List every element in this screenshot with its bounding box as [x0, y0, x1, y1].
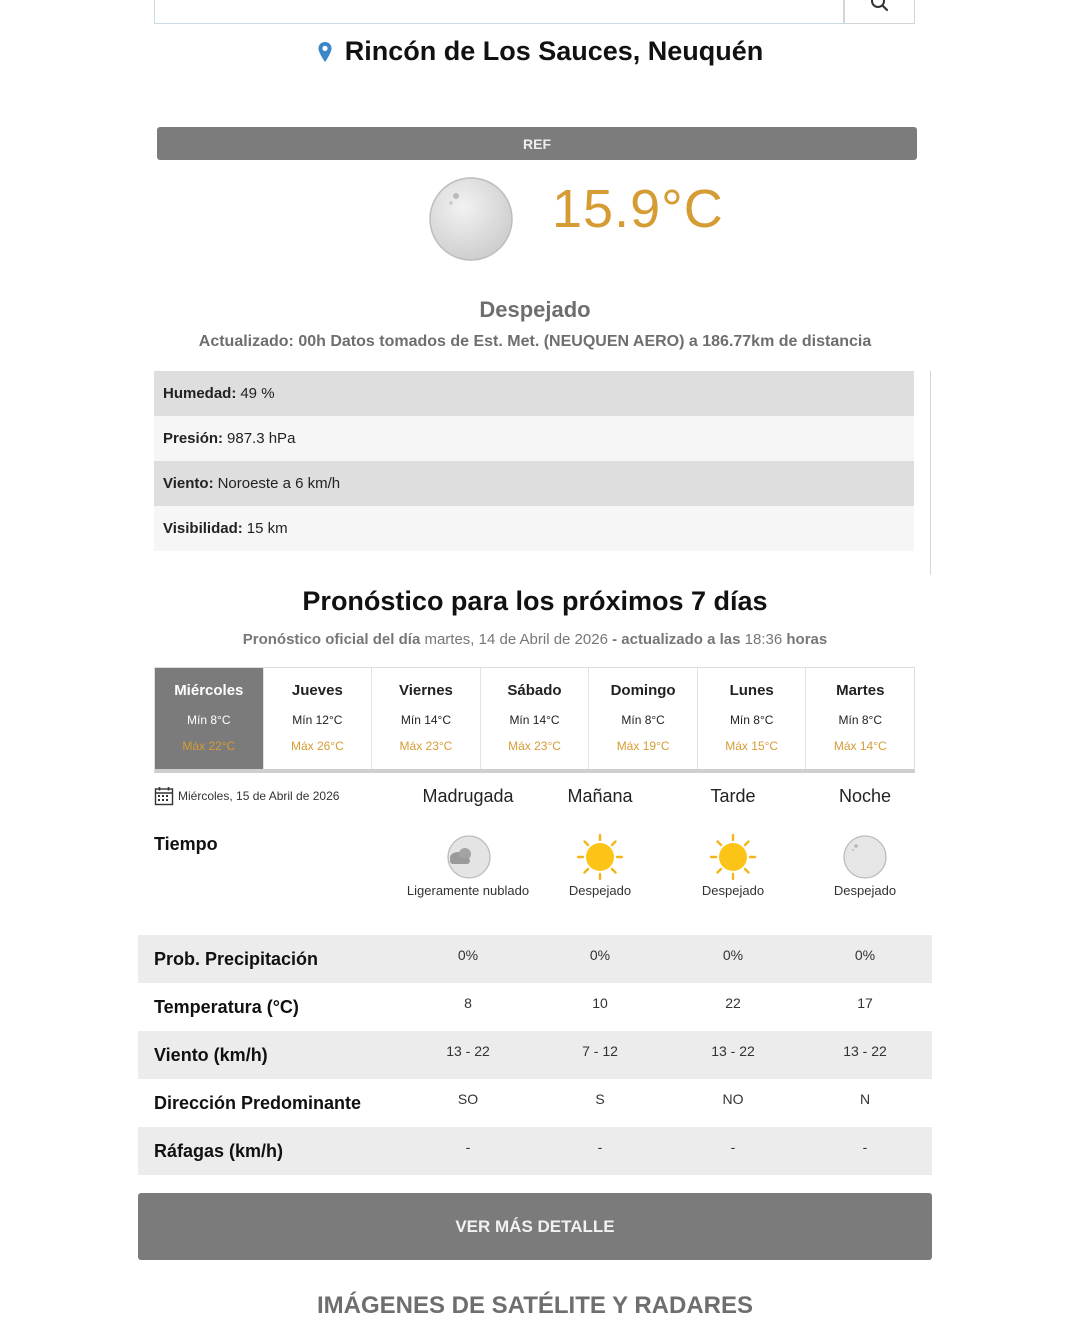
forecast-sub-c: horas — [786, 631, 828, 648]
sun-icon — [663, 834, 803, 885]
row-label: Temperatura (°C) — [154, 997, 299, 1017]
selected-date-text: Miércoles, 15 de Abril de 2026 — [178, 789, 340, 803]
row-value: 0% — [722, 947, 744, 963]
row-temperature — [138, 983, 932, 1031]
day-min: Mín 8°C — [838, 713, 882, 727]
ref-label: REF — [523, 135, 551, 152]
row-value: 8 — [464, 995, 472, 1011]
detail-value: Noroeste a 6 km/h — [217, 475, 341, 492]
day-name: Domingo — [610, 682, 676, 699]
map-pin-icon — [317, 41, 333, 63]
detail-wind — [154, 461, 914, 506]
row-direction — [138, 1079, 932, 1127]
location-title — [0, 36, 1080, 67]
day-min: Mín 14°C — [400, 713, 452, 727]
row-wind — [138, 1031, 932, 1079]
day-name: Viernes — [398, 682, 453, 699]
row-value: 10 — [592, 995, 608, 1011]
row-value: 13 - 22 — [843, 1043, 887, 1059]
detail-value: 987.3 hPa — [227, 430, 296, 447]
day-tab-domingo[interactable] — [589, 668, 698, 769]
period-manana: Mañana — [567, 786, 633, 806]
row-label: Viento (km/h) — [154, 1045, 268, 1065]
day-tab-viernes[interactable] — [372, 668, 481, 769]
ref-bar — [157, 127, 917, 160]
current-condition: Despejado — [479, 297, 591, 322]
row-value: - — [862, 1139, 868, 1155]
calendar-icon — [154, 786, 174, 806]
day-name: Lunes — [729, 682, 774, 699]
weather-text: Ligeramente nublado — [406, 883, 530, 898]
day-tab-martes[interactable] — [806, 668, 914, 769]
day-min: Mín 8°C — [729, 713, 774, 727]
row-value: SO — [457, 1091, 479, 1107]
day-max: Máx 19°C — [616, 739, 670, 753]
day-tab-miercoles[interactable] — [155, 668, 264, 769]
forecast-subtitle — [0, 631, 1070, 648]
row-label: Ráfagas (km/h) — [154, 1141, 284, 1161]
forecast-sub-a: Pronóstico oficial del día — [242, 631, 421, 648]
moon-icon — [795, 834, 935, 885]
day-tab-jueves[interactable] — [264, 668, 373, 769]
day-min: Mín 8°C — [187, 713, 231, 727]
detail-label: Viento: — [163, 475, 214, 492]
divider — [930, 371, 931, 575]
day-name: Jueves — [291, 682, 343, 699]
row-label: Dirección Predominante — [154, 1093, 362, 1113]
search-input[interactable] — [154, 0, 844, 24]
day-name: Miércoles — [174, 682, 244, 699]
detail-visibility — [154, 506, 914, 551]
row-value: 13 - 22 — [711, 1043, 755, 1059]
moon-cloud-icon — [398, 834, 538, 885]
day-max: Máx 14°C — [833, 739, 887, 753]
day-min: Mín 12°C — [292, 713, 343, 727]
day-max: Máx 23°C — [399, 739, 453, 753]
row-value: 13 - 22 — [446, 1043, 490, 1059]
satellite-section-title: IMÁGENES DE SATÉLITE Y RADARES — [316, 1292, 754, 1319]
day-max: Máx 22°C — [182, 739, 236, 753]
detail-value: 49 % — [240, 385, 275, 402]
detail-humidity — [154, 371, 914, 416]
day-tabs — [154, 667, 915, 773]
day-name: Martes — [836, 682, 885, 699]
row-value: - — [465, 1139, 471, 1155]
row-value: NO — [722, 1091, 744, 1107]
detail-pressure — [154, 416, 914, 461]
day-tab-lunes[interactable] — [698, 668, 807, 769]
selected-date — [154, 786, 339, 806]
tiempo-label: Tiempo — [154, 834, 218, 854]
weather-text: Despejado — [833, 883, 897, 898]
current-temperature: 15.9°C — [552, 179, 724, 239]
day-max: Máx 26°C — [290, 739, 344, 753]
current-details — [154, 371, 914, 551]
row-value: 0% — [457, 947, 479, 963]
location-name: Rincón de Los Sauces, Neuquén — [344, 36, 764, 66]
more-detail-button[interactable]: VER MÁS DETALLE — [138, 1193, 932, 1260]
forecast-title: Pronóstico para los próximos 7 días — [302, 586, 768, 616]
forecast-sub-date: martes, 14 de Abril de 2026 — [424, 631, 608, 648]
period-tarde: Tarde — [710, 786, 756, 806]
sun-icon — [530, 834, 670, 885]
weather-text: Despejado — [568, 883, 632, 898]
row-value: - — [730, 1139, 736, 1155]
search-icon — [870, 0, 890, 17]
day-min: Mín 14°C — [509, 713, 560, 727]
row-value: 22 — [725, 995, 741, 1011]
row-value: - — [597, 1139, 603, 1155]
day-min: Mín 8°C — [621, 713, 665, 727]
detail-label: Humedad: — [163, 385, 237, 402]
search-button[interactable] — [844, 0, 915, 24]
moon-icon — [428, 176, 516, 269]
row-value: 7 - 12 — [582, 1043, 618, 1059]
day-max: Máx 15°C — [725, 739, 779, 753]
row-value: 17 — [857, 995, 873, 1011]
row-gusts — [138, 1127, 932, 1175]
detail-label: Presión: — [163, 430, 224, 447]
row-precipitation — [138, 935, 932, 983]
forecast-sub-time: 18:36 — [744, 631, 783, 648]
row-value: 0% — [854, 947, 876, 963]
day-tab-sabado[interactable] — [481, 668, 590, 769]
row-value: 0% — [589, 947, 611, 963]
row-label: Prob. Precipitación — [154, 949, 319, 969]
row-value: N — [859, 1091, 871, 1107]
detail-value: 15 km — [246, 520, 288, 537]
weather-text: Despejado — [701, 883, 765, 898]
period-madrugada: Madrugada — [422, 786, 514, 806]
period-noche: Noche — [838, 786, 892, 806]
forecast-sub-b: - actualizado a las — [612, 631, 741, 648]
detail-label: Visibilidad: — [163, 520, 243, 537]
day-max: Máx 23°C — [508, 739, 561, 753]
updated-info: Actualizado: 00h Datos tomados de Est. Met. (NEUQUEN AERO) a 186.77km de distancia — [198, 333, 872, 350]
row-value: S — [595, 1091, 605, 1107]
day-name: Sábado — [507, 682, 562, 699]
